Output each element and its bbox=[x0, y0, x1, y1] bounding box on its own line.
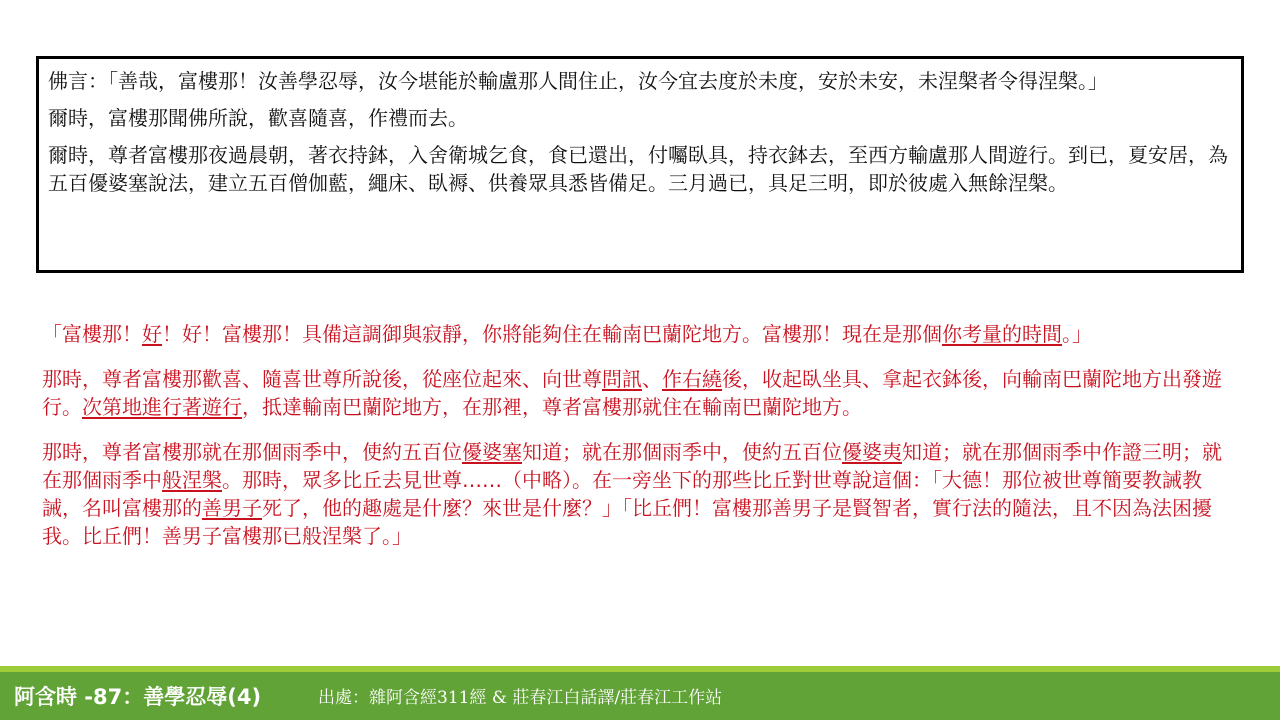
text-segment: 。」 bbox=[1062, 322, 1092, 346]
sutra-text bbox=[48, 67, 1233, 206]
underlined-term: 般涅槃 bbox=[162, 468, 222, 492]
text-segment: 「富樓那！ bbox=[42, 322, 142, 346]
paragraph bbox=[42, 365, 1224, 421]
text-segment: ，抵達輸南巴蘭陀地方，在那裡，尊者富樓那就住在輸南巴蘭陀地方。 bbox=[242, 395, 862, 419]
paragraph bbox=[42, 438, 1224, 550]
underlined-term: 善男子 bbox=[202, 496, 262, 520]
text-segment: 死了，他的趣處是什麼？來世是什麼？」「比丘們！富樓那善男子是賢智者，實行法的隨法，且不因為法困擾我。比丘們！善男子富樓那已般涅槃了。」 bbox=[42, 496, 1212, 548]
source-citation: 出處：雜阿含經311經 & 莊春江白話譯/莊春江工作站 bbox=[318, 688, 723, 708]
text-segment: 知道；就在那個雨季中作證三明；就在那個雨季中 bbox=[42, 440, 1222, 492]
text-segment: 後，收起臥坐具、拿起衣鉢後，向輸南巴蘭陀地方出發遊行。 bbox=[42, 367, 1222, 419]
underlined-term: 優婆塞 bbox=[462, 440, 522, 464]
text-segment: 知道；就在那個雨季中，使約五百位 bbox=[522, 440, 842, 464]
paragraph bbox=[42, 320, 1224, 348]
sutra-quote-box bbox=[36, 56, 1244, 273]
text-segment: 那時，尊者富樓那歡喜、隨喜世尊所說後，從座位起來、向世尊 bbox=[42, 367, 602, 391]
underlined-term: 作右繞 bbox=[662, 367, 722, 391]
text-segment: 。那時，眾多比丘去見世尊……（中略）。在一旁坐下的那些比丘對世尊說這個：「大德！那位被世尊簡要教誡教誡，名叫富樓那的 bbox=[42, 468, 1202, 520]
paragraph bbox=[48, 67, 1233, 95]
underlined-term: 好 bbox=[142, 322, 162, 346]
text-segment: 那時，尊者富樓那就在那個雨季中，使約五百位 bbox=[42, 440, 462, 464]
text-segment: 爾時，富樓那聞佛所說，歡喜隨喜，作禮而去。 bbox=[48, 106, 468, 130]
slide-title: 阿含時 -87：善學忍辱(4) bbox=[14, 685, 262, 709]
text-segment: ！好！富樓那！具備這調御與寂靜，你將能夠住在輸南巴蘭陀地方。富樓那！現在是那個 bbox=[162, 322, 942, 346]
footer-bar bbox=[0, 666, 1280, 720]
underlined-term: 次第地進行著遊行 bbox=[82, 395, 242, 419]
paragraph bbox=[48, 141, 1233, 197]
paragraph bbox=[48, 104, 1233, 132]
underlined-term: 優婆夷 bbox=[842, 440, 902, 464]
underlined-term: 你考量的時間 bbox=[942, 322, 1062, 346]
text-segment: 爾時，尊者富樓那夜過晨朝，著衣持鉢，入舍衛城乞食，食已還出，付囑臥具，持衣鉢去，至西方輸盧那人間遊行。到已，夏安居，為五百優婆塞說法，建立五百僧伽藍，繩床、臥褥、供養眾具悉皆備足。三月過已，具足三明，即於彼處入無餘涅槃。 bbox=[48, 143, 1228, 195]
underlined-term: 問訊 bbox=[602, 367, 642, 391]
text-segment: 、 bbox=[642, 367, 662, 391]
text-segment: 佛言：「善哉，富樓那！汝善學忍辱，汝今堪能於輸盧那人間住止，汝今宜去度於未度，安於未安，未涅槃者令得涅槃。」 bbox=[48, 69, 1108, 93]
footer-stripe bbox=[0, 666, 1280, 672]
translation-text bbox=[42, 320, 1224, 567]
